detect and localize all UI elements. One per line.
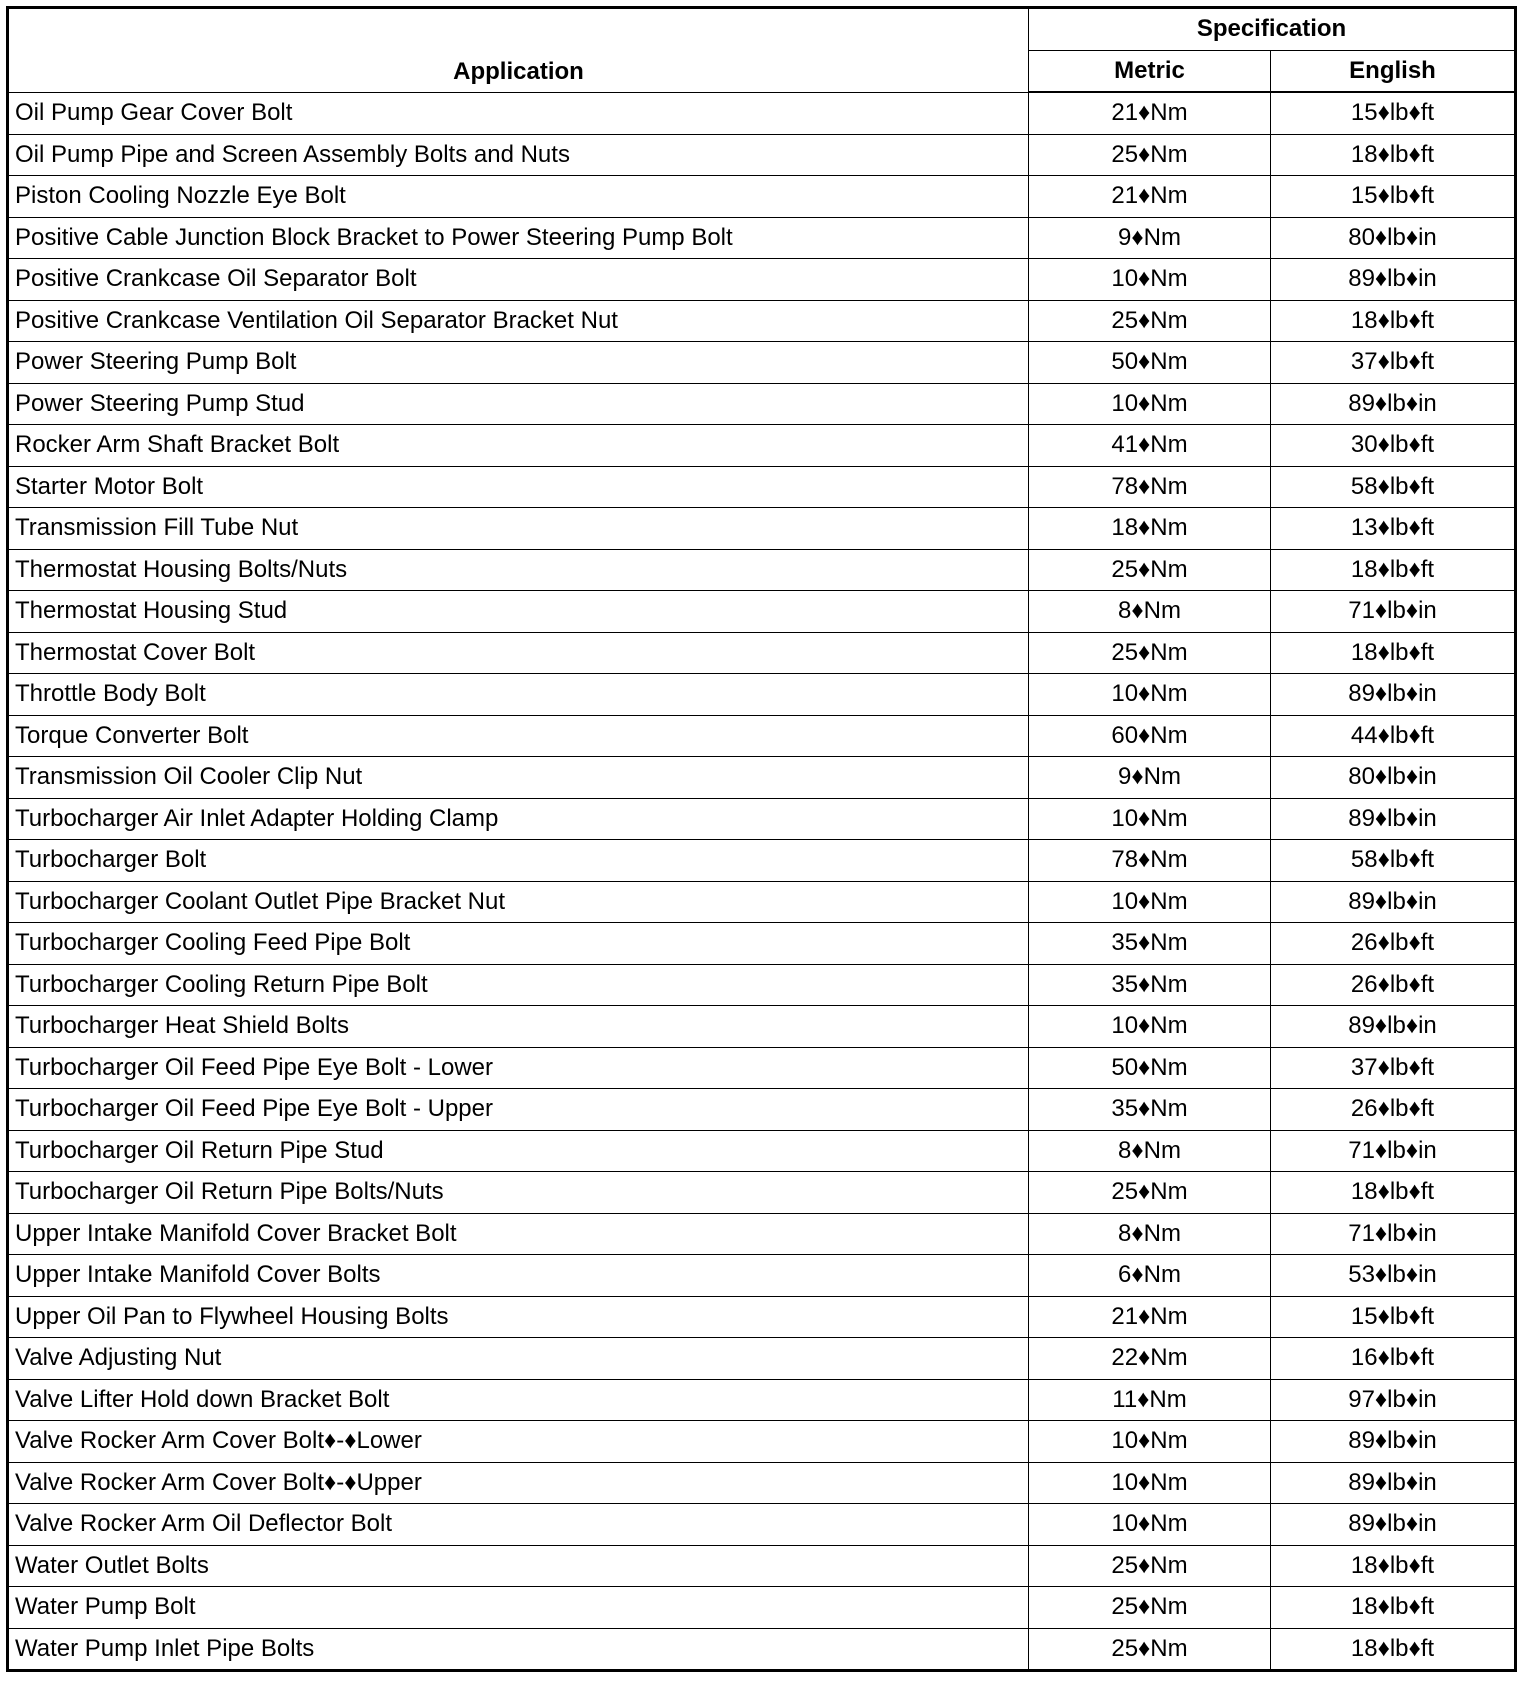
metric-cell: 22♦Nm (1029, 1338, 1271, 1380)
application-cell: Transmission Fill Tube Nut (8, 508, 1029, 550)
application-cell: Thermostat Housing Stud (8, 591, 1029, 633)
metric-cell: 18♦Nm (1029, 508, 1271, 550)
table-row (8, 1047, 1516, 1089)
application-cell: Turbocharger Oil Feed Pipe Eye Bolt - Lower (8, 1047, 1029, 1089)
english-cell: 30♦lb♦ft (1271, 425, 1516, 467)
application-cell: Valve Rocker Arm Cover Bolt♦-♦Upper (8, 1462, 1029, 1504)
english-cell: 18♦lb♦ft (1271, 1587, 1516, 1629)
application-cell: Upper Intake Manifold Cover Bracket Bolt (8, 1213, 1029, 1255)
application-cell: Positive Crankcase Ventilation Oil Separator Bracket Nut (8, 300, 1029, 342)
metric-cell: 25♦Nm (1029, 1587, 1271, 1629)
table-row (8, 1628, 1516, 1671)
metric-cell: 10♦Nm (1029, 383, 1271, 425)
torque-spec-table (6, 6, 1517, 1672)
metric-cell: 25♦Nm (1029, 549, 1271, 591)
metric-cell: 41♦Nm (1029, 425, 1271, 467)
application-cell: Turbocharger Air Inlet Adapter Holding Clamp (8, 798, 1029, 840)
table-row (8, 1089, 1516, 1131)
table-row (8, 342, 1516, 384)
table-row (8, 217, 1516, 259)
application-cell: Oil Pump Gear Cover Bolt (8, 92, 1029, 134)
application-cell: Piston Cooling Nozzle Eye Bolt (8, 176, 1029, 218)
application-cell: Turbocharger Heat Shield Bolts (8, 1006, 1029, 1048)
english-cell: 71♦lb♦in (1271, 1130, 1516, 1172)
table-row (8, 1130, 1516, 1172)
metric-cell: 9♦Nm (1029, 217, 1271, 259)
metric-cell: 10♦Nm (1029, 1504, 1271, 1546)
metric-cell: 21♦Nm (1029, 176, 1271, 218)
table-row (8, 1587, 1516, 1629)
english-cell: 18♦lb♦ft (1271, 134, 1516, 176)
metric-cell: 25♦Nm (1029, 1172, 1271, 1214)
table-row (8, 425, 1516, 467)
table-row (8, 798, 1516, 840)
english-cell: 15♦lb♦ft (1271, 92, 1516, 134)
metric-cell: 8♦Nm (1029, 1213, 1271, 1255)
english-cell: 18♦lb♦ft (1271, 1172, 1516, 1214)
application-cell: Valve Rocker Arm Oil Deflector Bolt (8, 1504, 1029, 1546)
application-cell: Throttle Body Bolt (8, 674, 1029, 716)
application-cell: Thermostat Housing Bolts/Nuts (8, 549, 1029, 591)
metric-cell: 50♦Nm (1029, 1047, 1271, 1089)
english-cell: 89♦lb♦in (1271, 674, 1516, 716)
table-row (8, 1462, 1516, 1504)
english-cell: 18♦lb♦ft (1271, 1628, 1516, 1671)
metric-cell: 50♦Nm (1029, 342, 1271, 384)
application-cell: Valve Rocker Arm Cover Bolt♦-♦Lower (8, 1421, 1029, 1463)
table-row (8, 1421, 1516, 1463)
english-cell: 15♦lb♦ft (1271, 176, 1516, 218)
english-cell: 89♦lb♦in (1271, 881, 1516, 923)
table-row (8, 1172, 1516, 1214)
metric-cell: 10♦Nm (1029, 881, 1271, 923)
english-header: English (1271, 50, 1516, 92)
table-body (8, 92, 1516, 1671)
english-cell: 89♦lb♦in (1271, 1006, 1516, 1048)
metric-cell: 21♦Nm (1029, 92, 1271, 134)
english-cell: 15♦lb♦ft (1271, 1296, 1516, 1338)
metric-cell: 25♦Nm (1029, 632, 1271, 674)
metric-cell: 11♦Nm (1029, 1379, 1271, 1421)
table-row (8, 1255, 1516, 1297)
english-cell: 26♦lb♦ft (1271, 1089, 1516, 1131)
metric-cell: 78♦Nm (1029, 840, 1271, 882)
metric-cell: 10♦Nm (1029, 259, 1271, 301)
application-cell: Water Outlet Bolts (8, 1545, 1029, 1587)
metric-cell: 6♦Nm (1029, 1255, 1271, 1297)
table-row (8, 134, 1516, 176)
table-row (8, 300, 1516, 342)
table-row (8, 632, 1516, 674)
metric-cell: 25♦Nm (1029, 1545, 1271, 1587)
table-row (8, 591, 1516, 633)
metric-cell: 35♦Nm (1029, 1089, 1271, 1131)
application-cell: Valve Adjusting Nut (8, 1338, 1029, 1380)
english-cell: 18♦lb♦ft (1271, 300, 1516, 342)
application-cell: Positive Cable Junction Block Bracket to Power Steering Pump Bolt (8, 217, 1029, 259)
english-cell: 37♦lb♦ft (1271, 342, 1516, 384)
english-cell: 16♦lb♦ft (1271, 1338, 1516, 1380)
english-cell: 44♦lb♦ft (1271, 715, 1516, 757)
english-cell: 26♦lb♦ft (1271, 964, 1516, 1006)
specification-header: Specification (1029, 8, 1516, 51)
english-cell: 53♦lb♦in (1271, 1255, 1516, 1297)
table-row (8, 1338, 1516, 1380)
metric-cell: 10♦Nm (1029, 1006, 1271, 1048)
application-cell: Upper Oil Pan to Flywheel Housing Bolts (8, 1296, 1029, 1338)
english-cell: 13♦lb♦ft (1271, 508, 1516, 550)
english-cell: 89♦lb♦in (1271, 1504, 1516, 1546)
application-cell: Turbocharger Oil Return Pipe Bolts/Nuts (8, 1172, 1029, 1214)
application-cell: Torque Converter Bolt (8, 715, 1029, 757)
metric-cell: 60♦Nm (1029, 715, 1271, 757)
english-cell: 97♦lb♦in (1271, 1379, 1516, 1421)
application-cell: Rocker Arm Shaft Bracket Bolt (8, 425, 1029, 467)
english-cell: 71♦lb♦in (1271, 591, 1516, 633)
table-row (8, 964, 1516, 1006)
english-cell: 89♦lb♦in (1271, 1462, 1516, 1504)
metric-cell: 25♦Nm (1029, 300, 1271, 342)
english-cell: 71♦lb♦in (1271, 1213, 1516, 1255)
application-cell: Turbocharger Oil Feed Pipe Eye Bolt - Upper (8, 1089, 1029, 1131)
metric-header: Metric (1029, 50, 1271, 92)
table-row (8, 881, 1516, 923)
application-cell: Water Pump Bolt (8, 1587, 1029, 1629)
metric-cell: 9♦Nm (1029, 757, 1271, 799)
english-cell: 89♦lb♦in (1271, 259, 1516, 301)
english-cell: 58♦lb♦ft (1271, 466, 1516, 508)
table-row (8, 923, 1516, 965)
metric-cell: 8♦Nm (1029, 591, 1271, 633)
table-row (8, 1006, 1516, 1048)
table-row (8, 383, 1516, 425)
metric-cell: 21♦Nm (1029, 1296, 1271, 1338)
english-cell: 80♦lb♦in (1271, 217, 1516, 259)
table-row (8, 549, 1516, 591)
application-cell: Power Steering Pump Bolt (8, 342, 1029, 384)
application-cell: Upper Intake Manifold Cover Bolts (8, 1255, 1029, 1297)
english-cell: 37♦lb♦ft (1271, 1047, 1516, 1089)
english-cell: 58♦lb♦ft (1271, 840, 1516, 882)
english-cell: 80♦lb♦in (1271, 757, 1516, 799)
table-row (8, 715, 1516, 757)
application-cell: Turbocharger Cooling Return Pipe Bolt (8, 964, 1029, 1006)
metric-cell: 10♦Nm (1029, 1462, 1271, 1504)
metric-cell: 10♦Nm (1029, 674, 1271, 716)
table-row (8, 92, 1516, 134)
application-cell: Positive Crankcase Oil Separator Bolt (8, 259, 1029, 301)
application-cell: Turbocharger Oil Return Pipe Stud (8, 1130, 1029, 1172)
application-cell: Power Steering Pump Stud (8, 383, 1029, 425)
english-cell: 18♦lb♦ft (1271, 632, 1516, 674)
application-cell: Turbocharger Bolt (8, 840, 1029, 882)
table-row (8, 508, 1516, 550)
metric-cell: 25♦Nm (1029, 1628, 1271, 1671)
english-cell: 89♦lb♦in (1271, 383, 1516, 425)
table-row (8, 259, 1516, 301)
table-row (8, 1504, 1516, 1546)
table-row (8, 466, 1516, 508)
metric-cell: 35♦Nm (1029, 923, 1271, 965)
application-cell: Thermostat Cover Bolt (8, 632, 1029, 674)
table-row (8, 757, 1516, 799)
table-row (8, 1296, 1516, 1338)
application-cell: Turbocharger Coolant Outlet Pipe Bracket Nut (8, 881, 1029, 923)
table-row (8, 840, 1516, 882)
metric-cell: 78♦Nm (1029, 466, 1271, 508)
application-cell: Valve Lifter Hold down Bracket Bolt (8, 1379, 1029, 1421)
application-header: Application (8, 8, 1029, 93)
application-cell: Oil Pump Pipe and Screen Assembly Bolts and Nuts (8, 134, 1029, 176)
metric-cell: 10♦Nm (1029, 798, 1271, 840)
table-row (8, 1545, 1516, 1587)
application-cell: Starter Motor Bolt (8, 466, 1029, 508)
application-cell: Transmission Oil Cooler Clip Nut (8, 757, 1029, 799)
application-cell: Water Pump Inlet Pipe Bolts (8, 1628, 1029, 1671)
english-cell: 26♦lb♦ft (1271, 923, 1516, 965)
english-cell: 89♦lb♦in (1271, 798, 1516, 840)
table-row (8, 674, 1516, 716)
metric-cell: 8♦Nm (1029, 1130, 1271, 1172)
metric-cell: 35♦Nm (1029, 964, 1271, 1006)
english-cell: 18♦lb♦ft (1271, 1545, 1516, 1587)
metric-cell: 10♦Nm (1029, 1421, 1271, 1463)
table-row (8, 176, 1516, 218)
metric-cell: 25♦Nm (1029, 134, 1271, 176)
application-cell: Turbocharger Cooling Feed Pipe Bolt (8, 923, 1029, 965)
english-cell: 18♦lb♦ft (1271, 549, 1516, 591)
table-row (8, 1379, 1516, 1421)
english-cell: 89♦lb♦in (1271, 1421, 1516, 1463)
table-row (8, 1213, 1516, 1255)
